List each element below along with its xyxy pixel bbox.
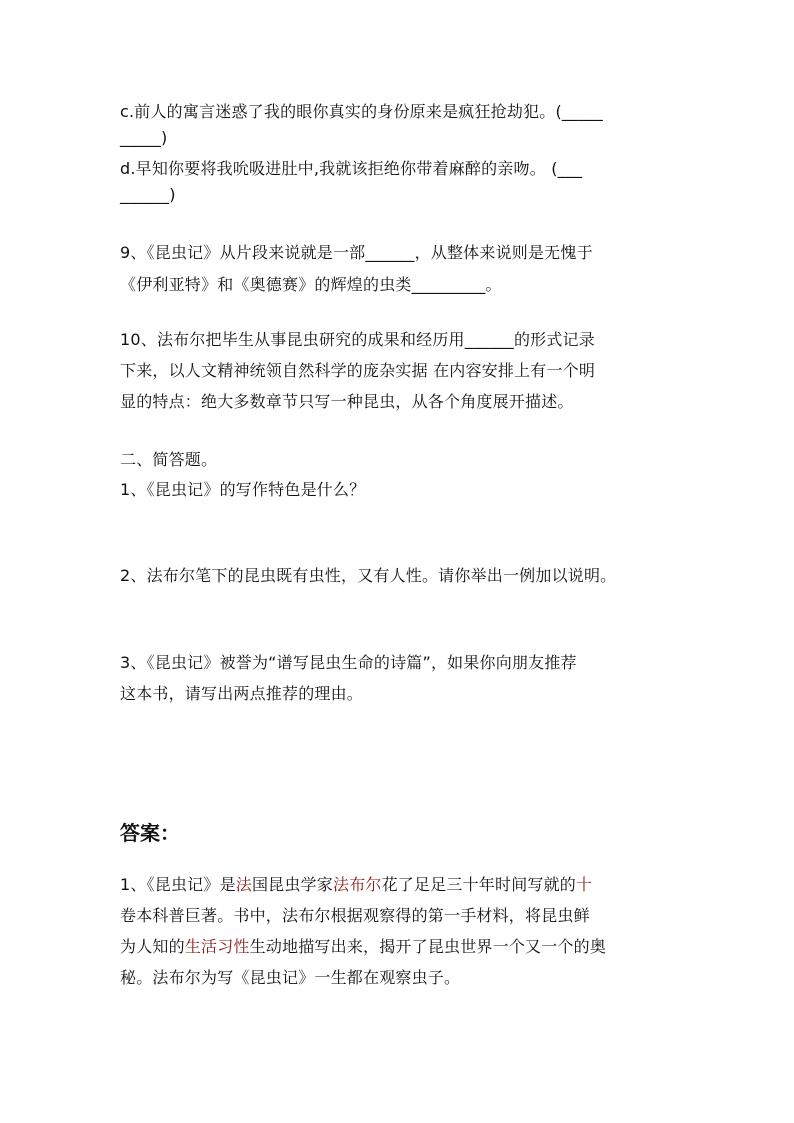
answer-text: 生动地描写出来，揭开了昆虫世界一个又一个的奥 (249, 937, 607, 956)
answer-text: 为人知的 (120, 937, 185, 956)
section2-q1: 1、《昆虫记》的写作特色是什么？ (120, 480, 366, 499)
highlight-text: 生活习性 (184, 937, 250, 956)
question-d-line1: d.早知你要将我吮吸进肚中,我就该拒绝你带着麻醉的亲吻。 (___ (120, 159, 583, 178)
answer-1-line2: 卷本科普巨著。书中，法布尔根据观察得的第一手材料，将昆虫鲜 (120, 906, 590, 925)
question-10-line3: 显的特点：绝大多数章节只写一种昆虫，从各个角度展开描述。 (120, 392, 574, 411)
answer-1-line3 (120, 934, 606, 960)
question-10-line2: 下来，以人文精神统领自然科学的庞杂实据 在内容安排上有一个明 (120, 361, 596, 380)
question-9-line2: 《伊利亚特》和《奥德赛》的辉煌的虫类_________。 (120, 275, 502, 294)
answer-text: 1、《昆虫记》是 (120, 875, 236, 894)
answer-1-line4: 秘。法布尔为写《昆虫记》一生都在观察虫子。 (120, 968, 461, 987)
question-d-line2: ______) (120, 185, 176, 204)
question-10-line1: 10、法布尔把毕生从事昆虫研究的成果和经历用______的形式记录 (120, 330, 595, 349)
question-c-line1: c.前人的寓言迷惑了我的眼你真实的身份原来是疯狂抢劫犯。(_____ (120, 102, 603, 121)
section2-title: 二、简答题。 (120, 450, 218, 469)
highlight-text: 法布尔 (333, 875, 382, 894)
section2-q3-line2: 这本书，请写出两点推荐的理由。 (120, 684, 364, 703)
section2-q2: 2、法布尔笔下的昆虫既有虫性，又有人性。请你举出一例加以说明。 (120, 566, 617, 585)
highlight-text: 法 (235, 875, 252, 894)
question-c-line2: _____) (120, 128, 168, 147)
answer-text: 国昆虫学家 (251, 875, 333, 894)
section2-q3-line1: 3、《昆虫记》被誉为“谱写昆虫生命的诗篇”，如果你向朋友推荐 (120, 653, 577, 672)
answer-text: 花了足足三十年时间写就的 (381, 875, 577, 894)
answers-heading: 答案： (120, 821, 180, 845)
answer-1-line1 (120, 872, 592, 898)
question-9-line1: 9、《昆虫记》从片段来说就是一部______，从整体来说则是无愧于 (120, 243, 593, 262)
highlight-text: 十 (576, 875, 593, 894)
